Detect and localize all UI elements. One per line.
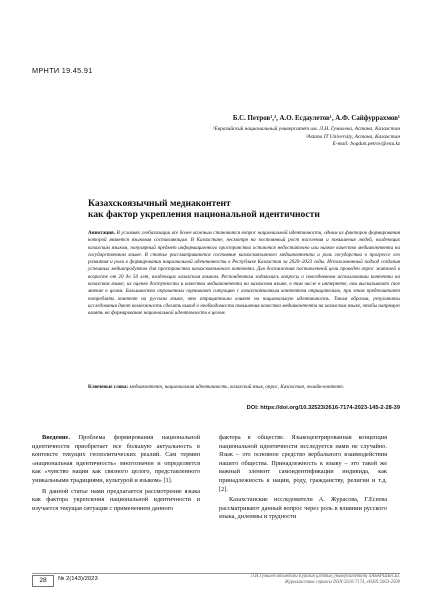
keywords-label: Ключевые слова: [88, 384, 129, 390]
doi-link[interactable]: DOI: https://doi.org/10.32523/2616-7174-2023-145-2-28-39 [246, 405, 400, 411]
journal-issn: Журналистика сериясы ISSN:2616-7174, eISSN:2663-2500 [284, 580, 400, 586]
keywords-text: медиаконтент, национальная идентичность, казахский язык, опрос, Казахстан, онлайн-контент. [129, 384, 345, 390]
paragraph-text: фактора в обществе. Языкоцентрированная концепция национальной идентичности исследуется нами не случайно. Язык – это основное средство вербального взаимодействия нашего общества. Принадлежность к языку – это такой же важный элемент самоидентификации индивида, как принадлежность к нации, роду, гражданству, религии и т.д. [2]. [219, 434, 387, 493]
affiliation-1: ¹Евразийский национальный университет им. Л.Н. Гумилева, Астана, Казахстан [212, 126, 400, 132]
abstract-label: Аннотация. [88, 230, 116, 236]
journal-name: Л.Н.Гумилев атындағы Еуразия ұлттық университетінің ХАБАРШЫСЫ. [250, 574, 400, 579]
paragraph [219, 496, 387, 522]
mrnti-code: МРНТИ 19.45.91 [32, 66, 93, 75]
keywords [88, 384, 400, 391]
authors: Б.С. Петров¹,², А.О. Есдаулетов¹, А.Ф. Сайфуррахмов¹ [232, 115, 400, 122]
abstract [88, 230, 400, 318]
journal-footer [210, 574, 400, 586]
affiliation-2: ²Astana IT University, Астана, Казахстан [305, 133, 400, 140]
body-column-left [32, 434, 200, 515]
page-number: 28 [32, 575, 54, 587]
abstract-text: В условиях глобализации все более важным становится вопрос национальной идентичности, одним из факторов формирования которой является языковая составляющая. В Казахстане, несмотря на постоянный рост населения и повышения людей, владеющих казахским языком, популярный предмет информационного пространства остаются недостаточно или низкое качество медиаконтента на государственном языке. В статье рассматриваются состояние казахскоязычного медиаконтента и роль государства в прогрессе его развития и роли в формировании национальной идентичности в Республике Казахстан за 2020–2023 годы. Использованный подход создания успешных медиапродуктов для пространства казахскоязычного контента. Для достижения поставленной цели проведен опрос жителей в возрасте от 20 до 50 лет, владеющих казахским языком. Респондентам задавались вопросы о повседневном использовании контента на казахском языке, их оценке доступности и качества медиаконтента на казахском языке, в том числе в интернете, они высказывают свое мнение в целом. Большинство опрошенных оценивают ситуацию с казахскоязычным контентом отрицательно, при этом предпочитают потреблять контент на русском языке, что отрицательно влияет на национальную идентичность. Таким образом, результаты исследования дают возможность сделать вывод о необходимости повышения качества медиаконтента на казахском языке, чтобы напрямую влиять на формирование национальной идентичности в целом. [88, 230, 400, 317]
paragraph-text: Казахстанские исследователи А. Журасова, Г.Есеева рассматривают данный вопрос через роль в влиянии русского языка, дилеммы и трудности [219, 496, 387, 521]
author-email[interactable]: E-mail: bogdan.petrov@enu.kz [332, 141, 400, 148]
paragraph-text: В данной статье нами предлагается рассмотрение языка как фактора укрепления национальной идентичности и изучается текущая ситуация с применением данного [32, 487, 200, 512]
paragraph [32, 488, 200, 514]
paragraph [32, 434, 200, 486]
affiliations [150, 126, 400, 149]
article-title [88, 198, 408, 221]
title-line-1: Казахскоязычный медиаконтент [88, 198, 231, 209]
paragraph-text: Проблема формирования национальной идентичности приобретает все большую актуальность в контексте текущих геополитических реалий. Сам термин «национальная идентичность» многозначен и определяется как «чувство нации как связного целого, представленного уникальными традициями, культурой и языком» [1]. [32, 434, 200, 484]
section-heading: Введение. [42, 434, 70, 441]
title-line-2: как фактор укрепления национальной идентичности [88, 209, 320, 221]
issue-number: № 2(143)/2023 [58, 576, 98, 582]
body-column-right [219, 434, 387, 524]
paragraph [219, 434, 387, 494]
